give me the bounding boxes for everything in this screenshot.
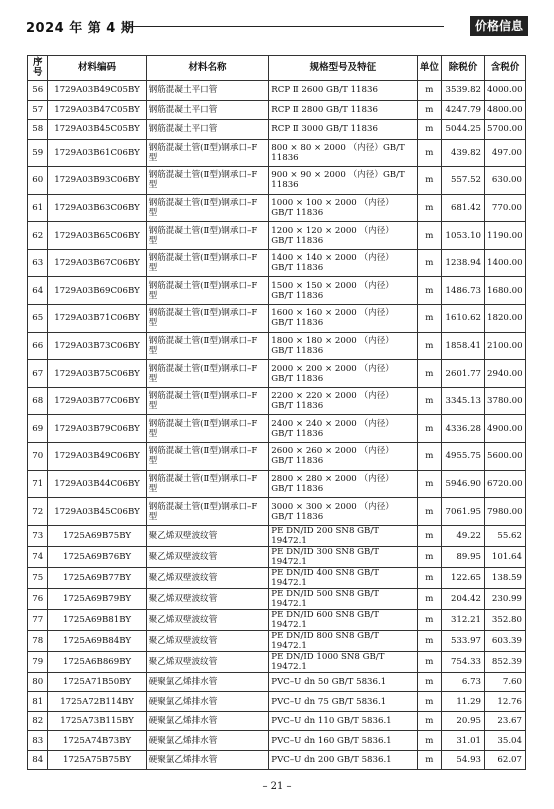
cell-code: 1729A03B45C05BY [48,120,146,140]
cell-code: 1729A03B67C06BY [48,249,146,277]
cell-price-ex-tax: 3539.82 [442,81,485,101]
cell-price-ex-tax: 681.42 [442,194,485,222]
cell-name: 钢筋混凝土管(Ⅱ型)钢承口–F 型 [146,222,269,250]
cell-price-ex-tax: 1486.73 [442,277,485,305]
cell-spec: PE DN/ID 600 SN8 GB/T 19472.1 [269,609,417,630]
cell-name: 钢筋混凝土平口管 [146,81,269,101]
cell-unit: m [417,81,442,101]
cell-name: 钢筋混凝土管(Ⅱ型)钢承口–F 型 [146,443,269,471]
cell-spec: 1400 × 140 × 2000 （内径）GB/T 11836 [269,249,417,277]
cell-price-ex-tax: 2601.77 [442,360,485,388]
cell-unit: m [417,277,442,305]
cell-code: 1725A69B76BY [48,546,146,567]
cell-price-inc-tax: 7980.00 [485,498,526,526]
col-header-code: 材料编码 [48,56,146,81]
cell-code: 1725A6B869BY [48,651,146,672]
cell-price-inc-tax: 852.39 [485,651,526,672]
cell-spec: PVC–U dn 50 GB/T 5836.1 [269,672,417,692]
cell-unit: m [417,567,442,588]
cell-price-ex-tax: 11.29 [442,692,485,712]
cell-price-ex-tax: 122.65 [442,567,485,588]
cell-price-inc-tax: 101.64 [485,546,526,567]
cell-spec: 900 × 90 × 2000 （内径）GB/T 11836 [269,167,417,195]
cell-name: 聚乙烯双壁波纹管 [146,525,269,546]
cell-code: 1725A75B75BY [48,750,146,770]
cell-price-inc-tax: 4000.00 [485,81,526,101]
cell-unit: m [417,194,442,222]
cell-price-inc-tax: 62.07 [485,750,526,770]
cell-unit: m [417,750,442,770]
cell-index: 63 [28,249,48,277]
table-row [28,672,526,692]
table-row [28,609,526,630]
cell-index: 78 [28,630,48,651]
cell-index: 68 [28,387,48,415]
cell-name: 聚乙烯双壁波纹管 [146,567,269,588]
cell-price-ex-tax: 754.33 [442,651,485,672]
cell-price-inc-tax: 770.00 [485,194,526,222]
cell-name: 聚乙烯双壁波纹管 [146,651,269,672]
cell-code: 1729A03B61C06BY [48,139,146,167]
cell-code: 1725A69B81BY [48,609,146,630]
cell-spec: PE DN/ID 1000 SN8 GB/T 19472.1 [269,651,417,672]
cell-unit: m [417,692,442,712]
cell-index: 76 [28,588,48,609]
cell-price-ex-tax: 1858.41 [442,332,485,360]
cell-name: 钢筋混凝土管(Ⅱ型)钢承口–F 型 [146,277,269,305]
cell-code: 1725A69B75BY [48,525,146,546]
cell-name: 硬聚氯乙烯排水管 [146,711,269,731]
cell-name: 钢筋混凝土管(Ⅱ型)钢承口–F 型 [146,387,269,415]
cell-price-ex-tax: 312.21 [442,609,485,630]
cell-price-inc-tax: 497.00 [485,139,526,167]
cell-price-inc-tax: 1820.00 [485,305,526,333]
cell-spec: 2200 × 220 × 2000 （内径）GB/T 11836 [269,387,417,415]
cell-spec: RCP Ⅱ 3000 GB/T 11836 [269,120,417,140]
cell-unit: m [417,249,442,277]
cell-spec: PE DN/ID 800 SN8 GB/T 19472.1 [269,630,417,651]
cell-spec: 1600 × 160 × 2000 （内径）GB/T 11836 [269,305,417,333]
cell-index: 57 [28,100,48,120]
cell-unit: m [417,332,442,360]
cell-name: 钢筋混凝土管(Ⅱ型)钢承口–F 型 [146,470,269,498]
cell-code: 1725A74B73BY [48,731,146,751]
cell-price-ex-tax: 20.95 [442,711,485,731]
cell-price-ex-tax: 7061.95 [442,498,485,526]
table-row [28,470,526,498]
cell-unit: m [417,498,442,526]
cell-price-inc-tax: 1680.00 [485,277,526,305]
cell-index: 79 [28,651,48,672]
cell-price-ex-tax: 4247.79 [442,100,485,120]
cell-code: 1725A69B84BY [48,630,146,651]
table-row [28,167,526,195]
cell-price-ex-tax: 5044.25 [442,120,485,140]
col-header-unit: 单位 [417,56,442,81]
section-badge: 价格信息 [470,16,528,36]
cell-name: 聚乙烯双壁波纹管 [146,588,269,609]
table-row [28,81,526,101]
cell-price-ex-tax: 557.52 [442,167,485,195]
cell-code: 1725A69B79BY [48,588,146,609]
cell-code: 1725A69B77BY [48,567,146,588]
cell-price-inc-tax: 23.67 [485,711,526,731]
cell-price-ex-tax: 4955.75 [442,443,485,471]
cell-unit: m [417,731,442,751]
cell-name: 钢筋混凝土管(Ⅱ型)钢承口–F 型 [146,360,269,388]
cell-code: 1729A03B49C06BY [48,443,146,471]
cell-price-inc-tax: 2940.00 [485,360,526,388]
cell-price-inc-tax: 138.59 [485,567,526,588]
cell-unit: m [417,360,442,388]
table-row [28,360,526,388]
cell-price-inc-tax: 603.39 [485,630,526,651]
cell-name: 钢筋混凝土管(Ⅱ型)钢承口–F 型 [146,139,269,167]
cell-code: 1725A72B114BY [48,692,146,712]
table-row [28,567,526,588]
cell-unit: m [417,222,442,250]
cell-index: 77 [28,609,48,630]
col-header-price-inc-tax: 含税价 [485,56,526,81]
cell-index: 80 [28,672,48,692]
cell-spec: 2800 × 280 × 2000 （内径）GB/T 11836 [269,470,417,498]
table-row [28,249,526,277]
cell-unit: m [417,100,442,120]
table-row [28,525,526,546]
cell-index: 71 [28,470,48,498]
cell-index: 59 [28,139,48,167]
cell-unit: m [417,415,442,443]
cell-index: 65 [28,305,48,333]
cell-price-inc-tax: 3780.00 [485,387,526,415]
cell-unit: m [417,387,442,415]
cell-price-ex-tax: 204.42 [442,588,485,609]
page-header [26,14,528,38]
cell-code: 1729A03B75C06BY [48,360,146,388]
cell-name: 硬聚氯乙烯排水管 [146,692,269,712]
cell-spec: 2400 × 240 × 2000 （内径）GB/T 11836 [269,415,417,443]
cell-index: 74 [28,546,48,567]
table-row [28,731,526,751]
cell-index: 82 [28,711,48,731]
cell-index: 83 [28,731,48,751]
cell-spec: 1200 × 120 × 2000 （内径）GB/T 11836 [269,222,417,250]
cell-code: 1729A03B69C06BY [48,277,146,305]
cell-code: 1729A03B73C06BY [48,332,146,360]
cell-name: 钢筋混凝土管(Ⅱ型)钢承口–F 型 [146,167,269,195]
table-row [28,222,526,250]
cell-spec: PE DN/ID 400 SN8 GB/T 19472.1 [269,567,417,588]
cell-price-inc-tax: 7.60 [485,672,526,692]
table-row [28,750,526,770]
cell-unit: m [417,139,442,167]
col-header-spec: 规格型号及特征 [269,56,417,81]
cell-code: 1729A03B79C06BY [48,415,146,443]
cell-spec: PVC–U dn 75 GB/T 5836.1 [269,692,417,712]
cell-unit: m [417,546,442,567]
cell-index: 58 [28,120,48,140]
cell-name: 聚乙烯双壁波纹管 [146,546,269,567]
cell-price-ex-tax: 1238.94 [442,249,485,277]
cell-price-ex-tax: 533.97 [442,630,485,651]
cell-spec: 2600 × 260 × 2000 （内径）GB/T 11836 [269,443,417,471]
cell-price-inc-tax: 6720.00 [485,470,526,498]
cell-spec: 3000 × 300 × 2000 （内径）GB/T 11836 [269,498,417,526]
cell-index: 73 [28,525,48,546]
cell-spec: 1500 × 150 × 2000 （内径）GB/T 11836 [269,277,417,305]
cell-code: 1729A03B93C06BY [48,167,146,195]
col-header-index: 序号 [28,56,48,81]
cell-spec: RCP Ⅱ 2800 GB/T 11836 [269,100,417,120]
cell-price-inc-tax: 55.62 [485,525,526,546]
cell-unit: m [417,443,442,471]
table-row [28,498,526,526]
cell-spec: PVC–U dn 200 GB/T 5836.1 [269,750,417,770]
cell-code: 1729A03B49C05BY [48,81,146,101]
cell-code: 1729A03B45C06BY [48,498,146,526]
table-row [28,588,526,609]
table-row [28,415,526,443]
cell-price-ex-tax: 1053.10 [442,222,485,250]
cell-price-ex-tax: 439.82 [442,139,485,167]
table-row [28,711,526,731]
cell-unit: m [417,525,442,546]
table-row [28,277,526,305]
cell-spec: PE DN/ID 300 SN8 GB/T 19472.1 [269,546,417,567]
cell-spec: PVC–U dn 160 GB/T 5836.1 [269,731,417,751]
cell-price-inc-tax: 5700.00 [485,120,526,140]
table-row [28,387,526,415]
cell-index: 61 [28,194,48,222]
cell-spec: 800 × 80 × 2000 （内径）GB/T 11836 [269,139,417,167]
cell-index: 70 [28,443,48,471]
table-row [28,443,526,471]
table-row [28,139,526,167]
cell-code: 1729A03B47C05BY [48,100,146,120]
cell-unit: m [417,711,442,731]
cell-spec: PE DN/ID 500 SN8 GB/T 19472.1 [269,588,417,609]
cell-unit: m [417,630,442,651]
cell-index: 66 [28,332,48,360]
cell-price-ex-tax: 3345.13 [442,387,485,415]
table-row [28,194,526,222]
cell-index: 67 [28,360,48,388]
cell-name: 聚乙烯双壁波纹管 [146,630,269,651]
cell-code: 1729A03B65C06BY [48,222,146,250]
cell-code: 1729A03B63C06BY [48,194,146,222]
table-row [28,332,526,360]
table-header-row [28,56,526,81]
col-header-name: 材料名称 [146,56,269,81]
cell-name: 聚乙烯双壁波纹管 [146,609,269,630]
cell-name: 硬聚氯乙烯排水管 [146,672,269,692]
cell-index: 62 [28,222,48,250]
cell-index: 81 [28,692,48,712]
cell-unit: m [417,120,442,140]
cell-price-ex-tax: 31.01 [442,731,485,751]
cell-name: 钢筋混凝土管(Ⅱ型)钢承口–F 型 [146,332,269,360]
cell-spec: 1800 × 180 × 2000 （内径）GB/T 11836 [269,332,417,360]
table-row [28,120,526,140]
cell-name: 钢筋混凝土管(Ⅱ型)钢承口–F 型 [146,415,269,443]
cell-spec: PVC–U dn 110 GB/T 5836.1 [269,711,417,731]
cell-spec: RCP Ⅱ 2600 GB/T 11836 [269,81,417,101]
cell-price-ex-tax: 4336.28 [442,415,485,443]
cell-code: 1725A73B115BY [48,711,146,731]
cell-unit: m [417,651,442,672]
cell-price-inc-tax: 4800.00 [485,100,526,120]
cell-unit: m [417,167,442,195]
cell-name: 钢筋混凝土管(Ⅱ型)钢承口–F 型 [146,249,269,277]
header-rule [124,26,444,27]
cell-index: 64 [28,277,48,305]
cell-name: 硬聚氯乙烯排水管 [146,750,269,770]
issue-label: 2024 年 第 4 期 [26,21,135,36]
cell-index: 69 [28,415,48,443]
cell-index: 60 [28,167,48,195]
cell-unit: m [417,470,442,498]
cell-price-inc-tax: 35.04 [485,731,526,751]
price-table [27,55,526,770]
cell-name: 钢筋混凝土管(Ⅱ型)钢承口–F 型 [146,498,269,526]
cell-index: 84 [28,750,48,770]
cell-price-ex-tax: 49.22 [442,525,485,546]
cell-price-inc-tax: 1190.00 [485,222,526,250]
cell-name: 钢筋混凝土平口管 [146,120,269,140]
col-header-price-ex-tax: 除税价 [442,56,485,81]
cell-price-inc-tax: 4900.00 [485,415,526,443]
cell-code: 1729A03B77C06BY [48,387,146,415]
cell-price-inc-tax: 630.00 [485,167,526,195]
cell-code: 1729A03B71C06BY [48,305,146,333]
cell-price-ex-tax: 6.73 [442,672,485,692]
cell-name: 硬聚氯乙烯排水管 [146,731,269,751]
cell-price-inc-tax: 1400.00 [485,249,526,277]
cell-price-inc-tax: 5600.00 [485,443,526,471]
cell-price-inc-tax: 2100.00 [485,332,526,360]
cell-spec: 2000 × 200 × 2000 （内径）GB/T 11836 [269,360,417,388]
cell-price-inc-tax: 352.80 [485,609,526,630]
cell-name: 钢筋混凝土平口管 [146,100,269,120]
table-row [28,100,526,120]
table-row [28,651,526,672]
cell-unit: m [417,305,442,333]
cell-code: 1725A71B50BY [48,672,146,692]
table-row [28,630,526,651]
cell-name: 钢筋混凝土管(Ⅱ型)钢承口–F 型 [146,194,269,222]
cell-spec: 1000 × 100 × 2000 （内径）GB/T 11836 [269,194,417,222]
cell-name: 钢筋混凝土管(Ⅱ型)钢承口–F 型 [146,305,269,333]
cell-price-inc-tax: 12.76 [485,692,526,712]
cell-index: 72 [28,498,48,526]
cell-price-ex-tax: 1610.62 [442,305,485,333]
cell-price-ex-tax: 89.95 [442,546,485,567]
cell-unit: m [417,609,442,630]
cell-code: 1729A03B44C06BY [48,470,146,498]
table-row [28,546,526,567]
cell-spec: PE DN/ID 200 SN8 GB/T 19472.1 [269,525,417,546]
cell-index: 56 [28,81,48,101]
cell-price-ex-tax: 54.93 [442,750,485,770]
cell-unit: m [417,672,442,692]
cell-unit: m [417,588,442,609]
cell-price-ex-tax: 5946.90 [442,470,485,498]
cell-price-inc-tax: 230.99 [485,588,526,609]
cell-index: 75 [28,567,48,588]
page-number: – 21 – [262,781,292,792]
table-row [28,692,526,712]
table-row [28,305,526,333]
